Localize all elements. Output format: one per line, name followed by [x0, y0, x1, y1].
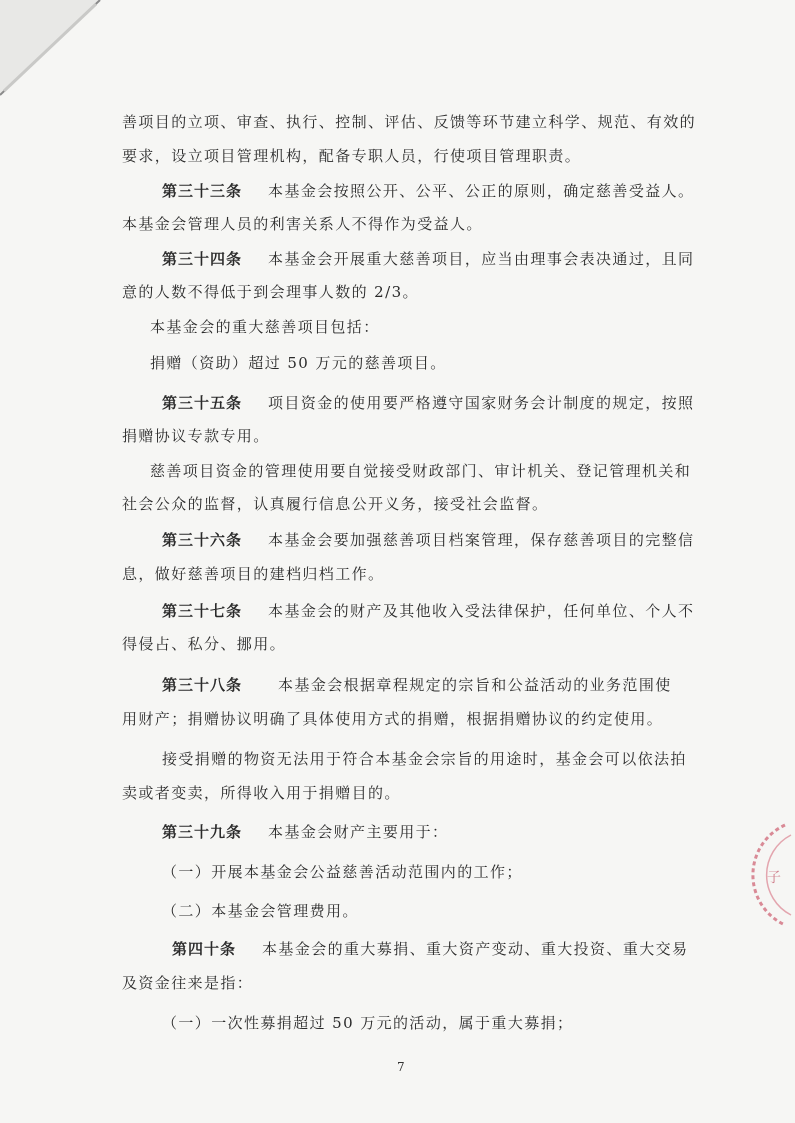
body-line: 接受捐赠的物资无法用于符合本基金会宗旨的用途时，基金会可以依法拍	[162, 750, 687, 768]
body-text: 项目资金的使用要严格遵守国家财务会计制度的规定，按照	[268, 394, 695, 412]
body-line: （二）本基金会管理费用。	[162, 902, 359, 920]
body-line: 捐赠协议专款专用。	[122, 427, 270, 445]
body-text: 本基金会的重大募捐、重大资产变动、重大投资、重大交易	[262, 940, 689, 958]
body-line: 息，做好慈善项目的建档归档工作。	[122, 565, 385, 583]
body-line: 卖或者变卖，所得收入用于捐赠目的。	[122, 784, 401, 802]
article-33-line	[162, 180, 694, 201]
body-line: 善项目的立项、审查、执行、控制、评估、反馈等环节建立科学、规范、有效的	[122, 113, 697, 131]
body-line: 捐赠（资助）超过 50 万元的慈善项目。	[150, 354, 447, 372]
article-34-line	[162, 248, 694, 269]
article-37-line	[162, 600, 694, 621]
article-38-line	[162, 674, 672, 695]
page-number: 7	[397, 1060, 405, 1074]
article-heading: 第三十五条	[162, 394, 243, 412]
body-line: 社会公众的监督，认真履行信息公开义务，接受社会监督。	[122, 495, 549, 513]
body-text: 本基金会要加强慈善项目档案管理，保存慈善项目的完整信	[268, 531, 695, 549]
body-line: 本基金会管理人员的利害关系人不得作为受益人。	[122, 215, 483, 233]
article-heading: 第三十六条	[162, 531, 243, 549]
body-line: （一）开展本基金会公益慈善活动范围内的工作；	[162, 863, 523, 881]
body-line: 本基金会的重大慈善项目包括：	[150, 318, 380, 336]
body-line: 及资金往来是指：	[122, 974, 254, 992]
article-heading: 第三十七条	[162, 602, 243, 620]
article-heading: 第三十四条	[162, 250, 243, 268]
svg-text:子: 子	[767, 870, 781, 886]
article-heading: 第三十九条	[162, 823, 243, 841]
article-36-line	[162, 529, 694, 550]
body-text: 本基金会按照公开、公平、公正的原则，确定慈善受益人。	[268, 182, 695, 200]
body-line: 要求，设立项目管理机构，配备专职人员，行使项目管理职责。	[122, 147, 582, 165]
article-40-line	[172, 938, 688, 959]
article-35-line	[162, 392, 694, 413]
body-line: 慈善项目资金的管理使用要自觉接受财政部门、审计机关、登记管理机关和	[150, 462, 692, 480]
folded-corner-shadow	[0, 0, 110, 110]
article-39-line	[162, 821, 448, 842]
article-heading: 第三十三条	[162, 182, 243, 200]
article-heading: 第三十八条	[162, 676, 243, 694]
body-line: 意的人数不得低于到会理事人数的 2/3。	[122, 283, 419, 301]
body-line: 得侵占、私分、挪用。	[122, 635, 287, 653]
body-text: 本基金会根据章程规定的宗旨和公益活动的业务范围使	[278, 676, 672, 694]
body-text: 本基金会财产主要用于：	[268, 823, 449, 841]
body-line: 用财产；捐赠协议明确了具体使用方式的捐赠，根据捐赠协议的约定使用。	[122, 710, 664, 728]
body-text: 本基金会开展重大慈善项目，应当由理事会表决通过，且同	[268, 250, 695, 268]
body-line: （一）一次性募捐超过 50 万元的活动，属于重大募捐；	[162, 1014, 574, 1032]
article-heading: 第四十条	[172, 940, 237, 958]
body-text: 本基金会的财产及其他收入受法律保护，任何单位、个人不	[268, 602, 695, 620]
red-seal-stamp	[745, 820, 795, 930]
